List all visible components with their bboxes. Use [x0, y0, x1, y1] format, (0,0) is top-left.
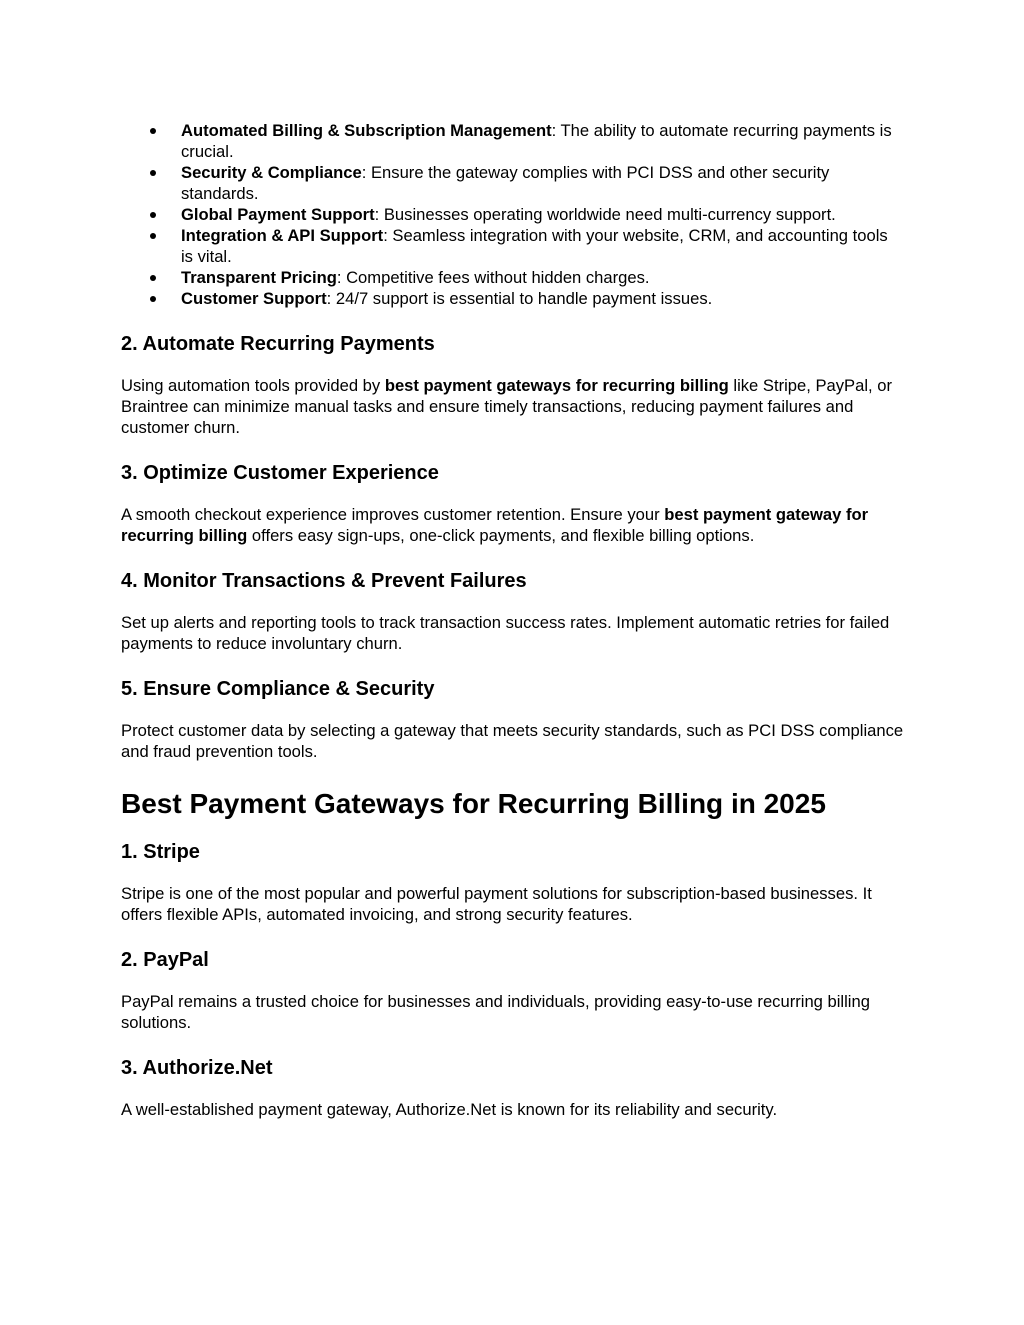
section-heading-automate: 2. Automate Recurring Payments [121, 333, 435, 355]
gateway-paragraph-authorize: A well-established payment gateway, Authorize.Net is known for its reliability and security. [121, 1100, 778, 1119]
gateway-paragraph-paypal: PayPal remains a trusted choice for businesses and individuals, providing easy-to-use recurring billing solutions. [121, 992, 870, 1032]
bullet-text: : Seamless integration with your website, CRM, and accounting tools is vital. [181, 226, 888, 266]
section-paragraph-experience [121, 504, 904, 546]
gateway-heading-stripe: 1. Stripe [121, 841, 200, 863]
section-heading-monitor: 4. Monitor Transactions & Prevent Failures [121, 570, 527, 592]
bullet-text: : Ensure the gateway complies with PCI DSS and other security standards. [181, 163, 830, 203]
list-item [121, 267, 904, 288]
list-item [121, 225, 904, 267]
bullet-icon [150, 233, 156, 239]
bullet-icon [150, 128, 156, 134]
paragraph-text: like Stripe, PayPal, or Braintree can minimize manual tasks and ensure timely transactions, reducing payment failures and customer churn. [121, 376, 893, 437]
section-heading-experience: 3. Optimize Customer Experience [121, 462, 439, 484]
paragraph-text: Using automation tools provided by [121, 376, 385, 395]
bullet-icon [150, 212, 156, 218]
bullet-term: Integration & API Support [181, 226, 384, 245]
bullet-text: : The ability to automate recurring payments is crucial. [181, 121, 892, 161]
paragraph-emphasis: best payment gateways for recurring billing [384, 376, 729, 395]
list-item [121, 120, 904, 162]
list-item [121, 162, 904, 204]
bullet-icon [150, 170, 156, 176]
section-paragraph-compliance: Protect customer data by selecting a gateway that meets security standards, such as PCI DSS compliance and fraud prevention tools. [121, 721, 904, 761]
bullet-text: : 24/7 support is essential to handle payment issues. [326, 289, 713, 308]
gateway-heading-paypal: 2. PayPal [121, 949, 209, 971]
gateway-paragraph-stripe: Stripe is one of the most popular and powerful payment solutions for subscription-based businesses. It offers flexible APIs, automated invoicing, and strong security features. [121, 884, 872, 924]
section-paragraph-automate [121, 375, 904, 438]
gateway-heading-authorize: 3. Authorize.Net [121, 1057, 273, 1079]
section-heading-compliance: 5. Ensure Compliance & Security [121, 678, 435, 700]
section-paragraph-monitor: Set up alerts and reporting tools to track transaction success rates. Implement automatic retries for failed payments to reduce involuntary churn. [121, 613, 890, 653]
list-item [121, 204, 904, 225]
feature-bullet-list [121, 120, 904, 309]
paragraph-text: offers easy sign-ups, one-click payments, and flexible billing options. [247, 526, 755, 545]
main-heading: Best Payment Gateways for Recurring Billing in 2025 [121, 788, 826, 819]
bullet-term: Security & Compliance [181, 163, 362, 182]
bullet-text: : Competitive fees without hidden charges. [336, 268, 650, 287]
list-item [121, 288, 904, 309]
bullet-term: Automated Billing & Subscription Management [181, 121, 552, 140]
bullet-term: Transparent Pricing [181, 268, 337, 287]
paragraph-emphasis: best payment gateway for recurring billing [121, 505, 869, 545]
paragraph-text: A smooth checkout experience improves customer retention. Ensure your [121, 505, 665, 524]
bullet-term: Global Payment Support [181, 205, 375, 224]
bullet-icon [150, 275, 156, 281]
bullet-icon [150, 296, 156, 302]
bullet-text: : Businesses operating worldwide need multi-currency support. [374, 205, 836, 224]
bullet-term: Customer Support [181, 289, 327, 308]
